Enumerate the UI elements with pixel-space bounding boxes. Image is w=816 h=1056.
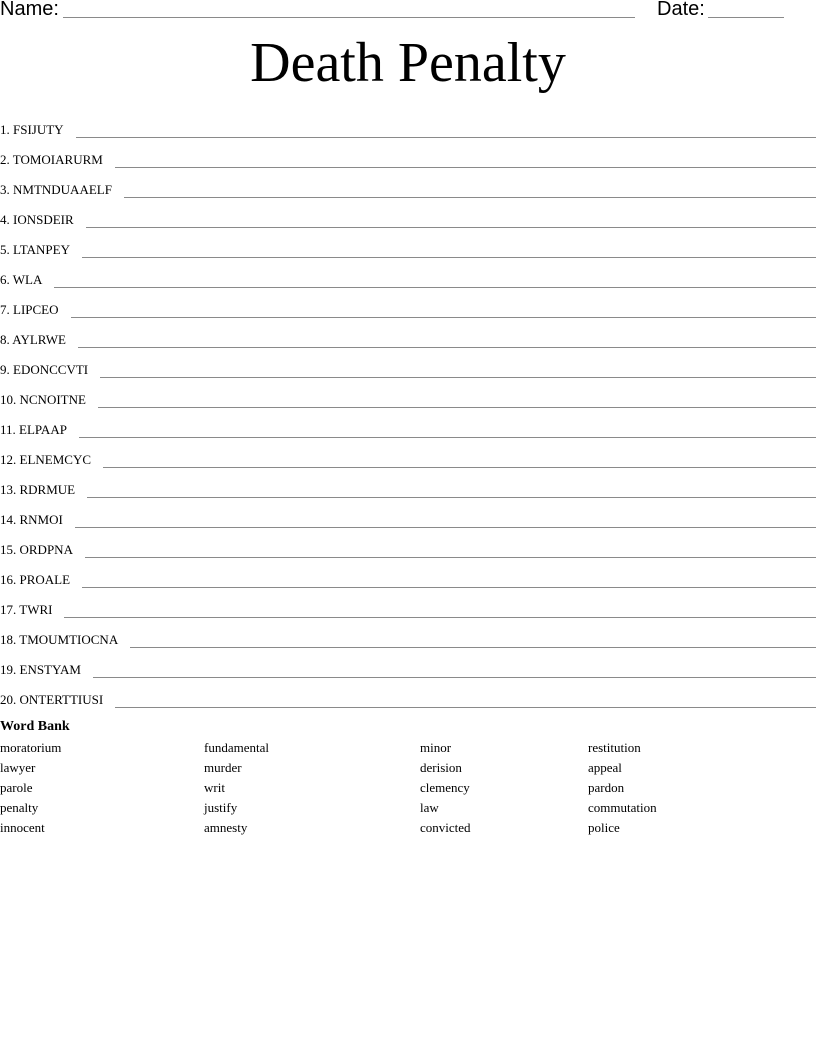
word-bank-column — [588, 738, 657, 838]
clue-text: 18. TMOUMTIOCNA — [0, 632, 119, 647]
clue-text: 15. ORDPNA — [0, 542, 73, 557]
word-bank-word: derision — [420, 760, 462, 775]
name-label: Name: — [0, 0, 59, 20]
clue-row — [0, 230, 816, 260]
clue-row — [0, 440, 816, 470]
word-bank-word: police — [588, 820, 620, 835]
clue-row — [0, 320, 816, 350]
clue-row — [0, 140, 816, 170]
answer-line[interactable] — [82, 257, 816, 258]
word-bank-word: justify — [204, 800, 238, 815]
word-bank-word: law — [420, 800, 439, 815]
date-label: Date: — [657, 0, 705, 20]
date-blank-line[interactable] — [708, 17, 784, 18]
clue-text: 11. ELPAAP — [0, 422, 67, 437]
clue-text: 19. ENSTYAM — [0, 662, 81, 677]
worksheet-header — [0, 0, 816, 24]
clue-text: 9. EDONCCVTI — [0, 362, 89, 377]
word-bank-grid — [0, 738, 816, 838]
word-bank-word: amnesty — [204, 820, 248, 835]
clue-row — [0, 170, 816, 200]
clue-text: 12. ELNEMCYC — [0, 452, 91, 467]
answer-line[interactable] — [100, 377, 816, 378]
word-bank-word: innocent — [0, 820, 45, 835]
clue-text: 16. PROALE — [0, 572, 71, 587]
answer-line[interactable] — [93, 677, 816, 678]
word-bank-word: writ — [204, 780, 225, 795]
clue-row — [0, 350, 816, 380]
answer-line[interactable] — [86, 227, 816, 228]
answer-line[interactable] — [82, 587, 816, 588]
clue-text: 6. WLA — [0, 272, 43, 287]
word-bank-word: clemency — [420, 780, 470, 795]
answer-line[interactable] — [78, 347, 816, 348]
clue-row — [0, 620, 816, 650]
answer-line[interactable] — [76, 137, 816, 138]
answer-line[interactable] — [85, 557, 816, 558]
answer-line[interactable] — [130, 647, 816, 648]
word-bank-word: murder — [204, 760, 242, 775]
clue-row — [0, 680, 816, 710]
clue-row — [0, 530, 816, 560]
word-bank-word: penalty — [0, 800, 39, 815]
word-bank-word: convicted — [420, 820, 471, 835]
answer-line[interactable] — [79, 437, 816, 438]
clue-text: 4. IONSDEIR — [0, 212, 74, 227]
answer-line[interactable] — [115, 707, 816, 708]
clue-row — [0, 590, 816, 620]
word-bank-column — [0, 738, 61, 838]
name-blank-line[interactable] — [63, 17, 635, 18]
answer-line[interactable] — [75, 527, 816, 528]
clue-text: 1. FSIJUTY — [0, 122, 64, 137]
word-bank-word: minor — [420, 740, 452, 755]
clue-row — [0, 200, 816, 230]
clue-row — [0, 650, 816, 680]
word-bank-word: lawyer — [0, 760, 36, 775]
clue-text: 20. ONTERTTIUSI — [0, 692, 104, 707]
word-bank-word: pardon — [588, 780, 625, 795]
word-bank-column — [420, 738, 471, 838]
word-bank-word: parole — [0, 780, 33, 795]
clue-text: 5. LTANPEY — [0, 242, 70, 257]
clue-text: 13. RDRMUE — [0, 482, 76, 497]
word-bank-title: Word Bank — [0, 719, 70, 734]
word-bank-column — [204, 738, 269, 838]
scrambled-word-list — [0, 110, 816, 710]
answer-line[interactable] — [87, 497, 816, 498]
clue-row — [0, 500, 816, 530]
word-bank-word: fundamental — [204, 740, 269, 755]
clue-text: 10. NCNOITNE — [0, 392, 86, 407]
clue-text: 8. AYLRWE — [0, 332, 66, 347]
clue-text: 3. NMTNDUAAELF — [0, 182, 112, 197]
answer-line[interactable] — [71, 317, 816, 318]
clue-row — [0, 110, 816, 140]
word-bank — [0, 718, 816, 838]
word-bank-word: appeal — [588, 760, 622, 775]
word-bank-word: commutation — [588, 800, 657, 815]
word-bank-word: moratorium — [0, 740, 62, 755]
clue-row — [0, 410, 816, 440]
answer-line[interactable] — [115, 167, 816, 168]
answer-line[interactable] — [124, 197, 816, 198]
clue-text: 14. RNMOI — [0, 512, 63, 527]
clue-row — [0, 260, 816, 290]
clue-text: 2. TOMOIARURM — [0, 152, 103, 167]
clue-row — [0, 560, 816, 590]
clue-text: 17. TWRI — [0, 602, 53, 617]
clue-row — [0, 470, 816, 500]
clue-text: 7. LIPCEO — [0, 302, 59, 317]
answer-line[interactable] — [64, 617, 816, 618]
clue-row — [0, 380, 816, 410]
clue-row — [0, 290, 816, 320]
page-title: Death Penalty — [250, 32, 566, 94]
word-bank-word: restitution — [588, 740, 641, 755]
answer-line[interactable] — [103, 467, 816, 468]
answer-line[interactable] — [54, 287, 816, 288]
answer-line[interactable] — [98, 407, 816, 408]
